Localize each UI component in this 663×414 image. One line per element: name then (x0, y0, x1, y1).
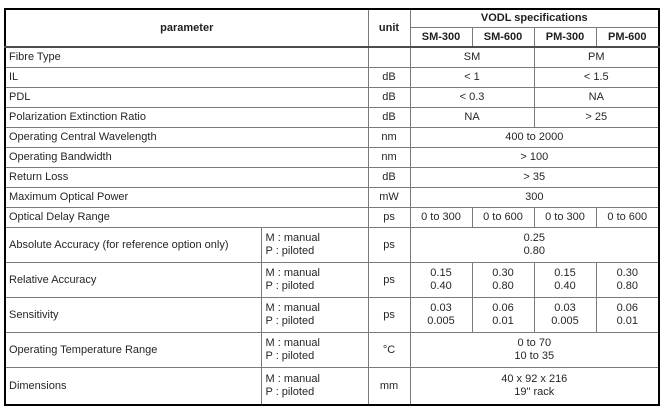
value-line: NA (588, 90, 604, 103)
value-line: 0.15 (430, 266, 452, 279)
unit-cell: dB (368, 167, 410, 187)
table-row (5, 127, 659, 147)
value-line: > 100 (520, 150, 549, 163)
value-cell (472, 262, 534, 297)
unit-cell: dB (368, 107, 410, 127)
value-cell (410, 67, 534, 87)
value-cell (534, 262, 596, 297)
mode-line: P : piloted (265, 279, 315, 292)
value-line: 0 to 300 (545, 210, 585, 223)
table-row (5, 147, 659, 167)
value-cell (596, 262, 659, 297)
param-cell: Return Loss (5, 167, 368, 187)
value-cell (410, 107, 534, 127)
value-cell (410, 297, 472, 332)
mode-line: M : manual (265, 372, 320, 385)
param-cell: Polarization Extinction Ratio (5, 107, 368, 127)
value-cell (410, 187, 659, 207)
value-line: < 1.5 (583, 70, 609, 83)
value-line: NA (464, 110, 480, 123)
header-col-sm-600: SM-600 (472, 27, 534, 47)
unit-cell (368, 47, 410, 67)
unit-cell: dB (368, 67, 410, 87)
spec-table-body (5, 47, 659, 405)
mode-line: P : piloted (265, 244, 315, 257)
table-row (5, 107, 659, 127)
unit-cell: dB (368, 87, 410, 107)
value-line: 0.01 (616, 314, 638, 327)
value-line: 0.40 (554, 279, 576, 292)
value-cell (596, 297, 659, 332)
value-cell (410, 262, 472, 297)
mode-line: P : piloted (265, 349, 315, 362)
value-line: 0.30 (616, 266, 638, 279)
header-col-sm-300: SM-300 (410, 27, 472, 47)
mode-cell (261, 367, 368, 405)
value-cell (534, 107, 659, 127)
value-line: 0.15 (554, 266, 576, 279)
unit-cell: mW (368, 187, 410, 207)
value-line: 0.03 (554, 301, 576, 314)
param-cell: Operating Central Wavelength (5, 127, 368, 147)
header-row-1 (5, 9, 659, 27)
value-line: 300 (525, 190, 544, 203)
unit-cell: ps (368, 262, 410, 297)
value-line: PM (588, 50, 605, 63)
unit-cell: nm (368, 147, 410, 167)
table-row (5, 367, 659, 405)
mode-cell (261, 227, 368, 262)
value-line: 0 to 300 (421, 210, 461, 223)
table-row (5, 262, 659, 297)
value-cell (410, 147, 659, 167)
param-cell: IL (5, 67, 368, 87)
value-line: 0 to 70 (517, 336, 552, 349)
table-row (5, 87, 659, 107)
table-row (5, 187, 659, 207)
value-line: 10 to 35 (514, 349, 555, 362)
table-row (5, 167, 659, 187)
value-cell (534, 207, 596, 227)
param-cell: Operating Temperature Range (5, 332, 261, 367)
vodl-spec-table (4, 8, 660, 406)
unit-cell: ps (368, 227, 410, 262)
unit-cell: mm (368, 367, 410, 405)
value-line: 0.005 (551, 314, 579, 327)
mode-cell (261, 332, 368, 367)
value-line: 0 to 600 (607, 210, 648, 223)
value-line: 0.06 (492, 301, 514, 314)
mode-line: P : piloted (265, 385, 315, 398)
param-cell: Sensitivity (5, 297, 261, 332)
value-cell (410, 127, 659, 147)
unit-cell: ps (368, 297, 410, 332)
table-row (5, 332, 659, 367)
value-line: 0.03 (430, 301, 452, 314)
header-parameter: parameter (5, 9, 368, 47)
value-cell (410, 367, 659, 405)
param-cell: Optical Delay Range (5, 207, 368, 227)
value-line: 0.40 (430, 279, 452, 292)
mode-line: M : manual (265, 231, 320, 244)
header-unit: unit (368, 9, 410, 47)
table-row (5, 67, 659, 87)
value-line: 0.80 (492, 279, 514, 292)
mode-cell (261, 262, 368, 297)
table-row (5, 227, 659, 262)
param-cell: Relative Accuracy (5, 262, 261, 297)
value-cell (472, 297, 534, 332)
param-cell: PDL (5, 87, 368, 107)
table-row (5, 207, 659, 227)
spec-table-header (5, 9, 659, 47)
value-line: < 1 (464, 70, 480, 83)
param-cell: Absolute Accuracy (for reference option only) (5, 227, 261, 262)
value-line: 0.30 (492, 266, 514, 279)
value-cell (596, 207, 659, 227)
value-line: 19" rack (514, 385, 555, 398)
value-line: 0.01 (492, 314, 514, 327)
value-line: 0.005 (427, 314, 455, 327)
value-line: < 0.3 (459, 90, 485, 103)
value-line: 40 x 92 x 216 (501, 372, 568, 385)
value-line: > 35 (523, 170, 546, 183)
value-cell (534, 47, 659, 67)
mode-line: P : piloted (265, 314, 315, 327)
mode-cell (261, 297, 368, 332)
value-cell (410, 87, 534, 107)
table-row (5, 47, 659, 67)
table-row (5, 297, 659, 332)
value-line: SM (463, 50, 481, 63)
value-line: 0 to 600 (483, 210, 523, 223)
unit-cell: nm (368, 127, 410, 147)
header-col-pm-600: PM-600 (596, 27, 659, 47)
value-cell (534, 67, 659, 87)
value-cell (410, 227, 659, 262)
unit-cell: °C (368, 332, 410, 367)
value-cell (534, 297, 596, 332)
mode-line: M : manual (265, 266, 320, 279)
param-cell: Operating Bandwidth (5, 147, 368, 167)
value-line: 400 to 2000 (505, 130, 564, 143)
mode-line: M : manual (265, 336, 320, 349)
value-line: 0.25 (523, 231, 545, 244)
value-line: 0.80 (523, 244, 545, 257)
value-line: 0.06 (616, 301, 638, 314)
value-cell (472, 207, 534, 227)
mode-line: M : manual (265, 301, 320, 314)
header-col-pm-300: PM-300 (534, 27, 596, 47)
param-cell: Fibre Type (5, 47, 368, 67)
header-vodl-specifications: VODL specifications (410, 9, 659, 27)
param-cell: Dimensions (5, 367, 261, 405)
value-cell (410, 47, 534, 67)
value-line: > 25 (585, 110, 608, 123)
param-cell: Maximum Optical Power (5, 187, 368, 207)
value-line: 0.80 (616, 279, 638, 292)
value-cell (410, 167, 659, 187)
value-cell (534, 87, 659, 107)
value-cell (410, 207, 472, 227)
value-cell (410, 332, 659, 367)
unit-cell: ps (368, 207, 410, 227)
